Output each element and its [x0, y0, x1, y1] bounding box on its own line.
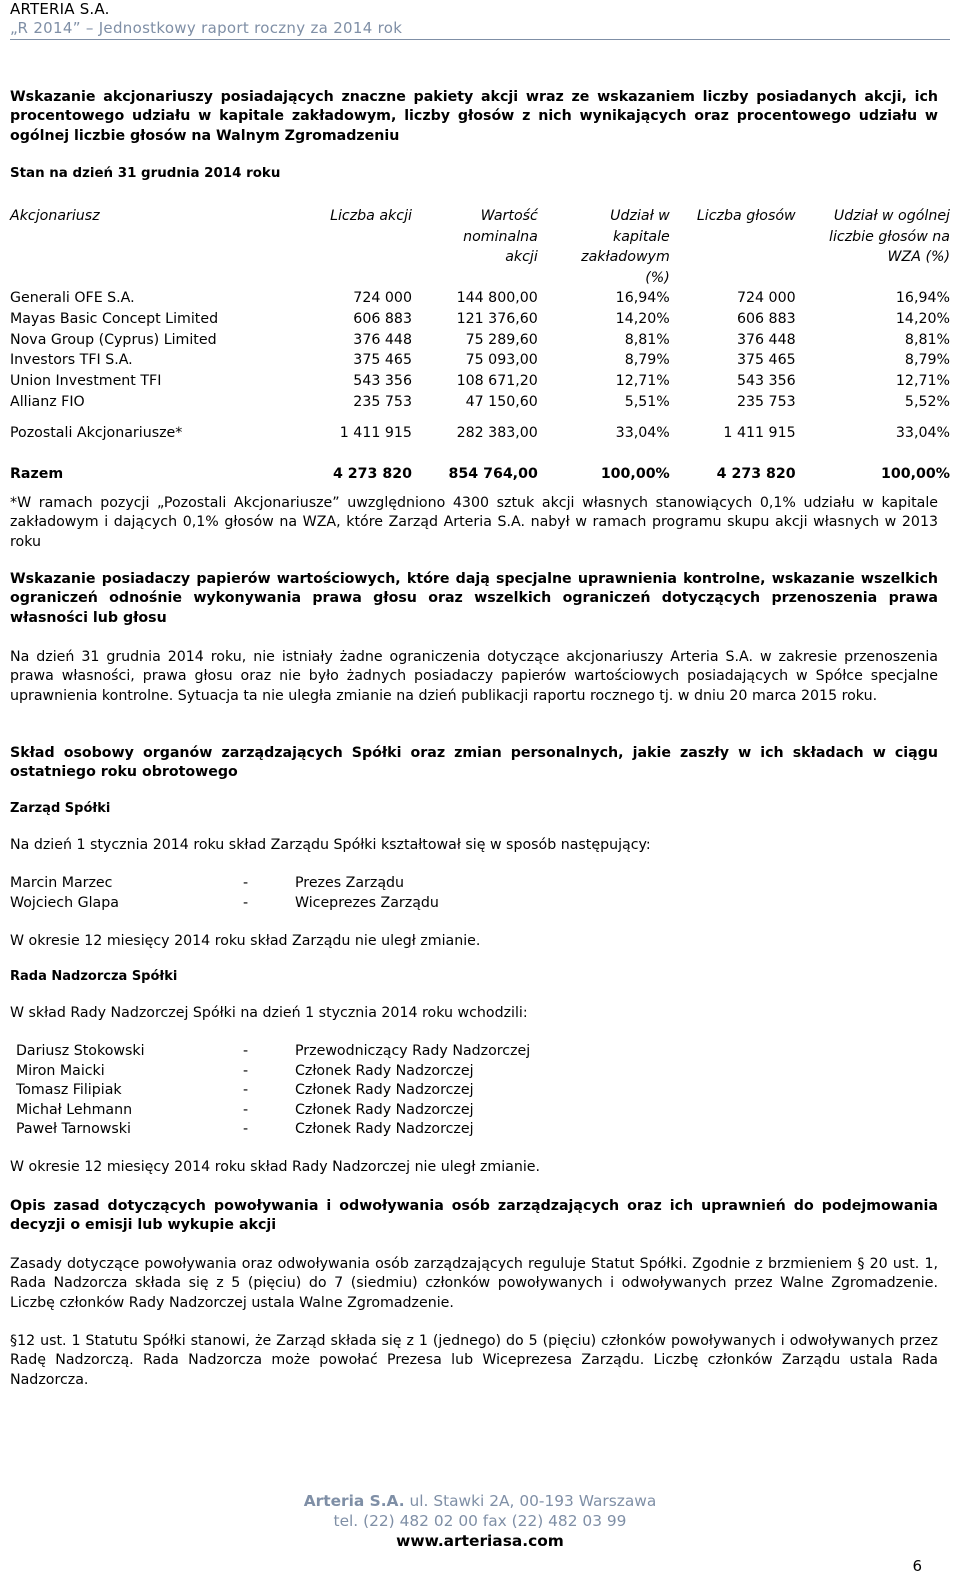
cell-votes: 724 000 — [736, 290, 796, 306]
col-header-capital-pct-text: Udział w kapitale zakładowym (%) — [581, 208, 670, 286]
cell-votes: 4 273 820 — [716, 465, 796, 482]
member-role: Prezes Zarządu — [295, 875, 405, 891]
cell-nominal: 282 383,00 — [456, 424, 538, 441]
table-row-total — [10, 464, 950, 485]
list-item — [0, 1062, 900, 1082]
cell-shares: 235 753 — [353, 393, 412, 410]
board-title: Zarząd Spółki — [10, 801, 111, 816]
control-rights-text: Na dzień 31 grudnia 2014 roku, nie istniały żadne ograniczenia dotyczące akcjonariuszy Arteria S.A. w zakresie przenoszenia prawa własności, prawa głosu oraz nie było żadnych posiadaczy papierów wartościowych posiadających w Spółce specjalne uprawnienia kontrolne. Sytuacja ta nie uległa zmianie na dzień publikacji raportu rocznego tj. w dniu 20 marca 2015 roku. — [10, 649, 938, 704]
member-role: Członek Rady Nadzorczej — [295, 1121, 474, 1138]
cell-capital-pct: 8,79% — [624, 352, 670, 369]
member-role: Członek Rady Nadzorczej — [295, 1082, 474, 1099]
table-spacer — [10, 444, 950, 464]
col-header-shares: Liczba akcji — [330, 208, 412, 224]
cell-votes: 543 356 — [736, 373, 796, 390]
col-header-holder: Akcjonariusz — [10, 208, 100, 224]
table-row — [10, 371, 950, 392]
header-report-title: „R 2014” – Jednostkowy raport roczny za 2014 rok — [10, 19, 403, 37]
cell-shares: 606 883 — [353, 310, 412, 327]
footer-phones: tel. (22) 482 02 00 fax (22) 482 03 99 — [333, 1512, 627, 1530]
table-row — [10, 392, 950, 413]
member-name: Tomasz Filipiak — [16, 1082, 122, 1099]
table-spacer-cell — [10, 444, 950, 464]
member-name: Dariusz Stokowski — [16, 1043, 145, 1059]
cell-votes-pct: 100,00% — [881, 465, 950, 482]
member-dash: - — [243, 895, 249, 911]
member-dash: - — [243, 1121, 249, 1138]
member-dash: - — [243, 1062, 249, 1079]
member-name: Wojciech Glapa — [10, 895, 119, 911]
control-rights-heading: Wskazanie posiadaczy papierów wartościowych, które dają specjalne uprawnienia kontrolne, wskazanie wszelkich ograniczeń odnośnie wykonywania prawa głosu oraz wszelkich ograniczeń dotyczących przenoszenia prawa własności lub głosu — [10, 571, 938, 626]
table-row — [10, 288, 950, 309]
cell-votes-pct: 8,81% — [904, 331, 950, 348]
cell-nominal: 144 800,00 — [456, 290, 538, 306]
list-item — [0, 1081, 900, 1101]
cell-votes: 1 411 915 — [723, 424, 796, 441]
date-line: Stan na dzień 31 grudnia 2014 roku — [10, 166, 281, 181]
table-spacer-cell — [10, 413, 950, 423]
member-name: Paweł Tarnowski — [16, 1121, 131, 1138]
col-header-votes-pct-text: Udział w ogólnej liczbie głosów na WZA (%) — [829, 208, 950, 265]
appointment-rules-heading: Opis zasad dotyczących powoływania i odwoływania osób zarządzających oraz ich uprawnień do podejmowania decyzji o emisji lub wykupie akcji — [10, 1198, 938, 1234]
member-role: Członek Rady Nadzorczej — [295, 1101, 474, 1118]
cell-nominal: 75 093,00 — [465, 352, 538, 369]
member-dash: - — [243, 1101, 249, 1118]
list-item — [0, 874, 900, 894]
cell-nominal: 47 150,60 — [465, 393, 538, 410]
table-header-row — [10, 206, 950, 288]
cell-nominal: 854 764,00 — [448, 465, 538, 482]
cell-capital-pct: 100,00% — [600, 465, 670, 482]
cell-shares: 4 273 820 — [332, 465, 412, 482]
cell-capital-pct: 16,94% — [615, 290, 670, 306]
cell-shares: 543 356 — [353, 373, 412, 390]
cell-holder: Generali OFE S.A. — [10, 290, 135, 306]
col-header-nominal — [412, 206, 538, 288]
col-header-votes: Liczba głosów — [696, 208, 796, 224]
cell-capital-pct: 5,51% — [624, 393, 670, 410]
cell-shares: 724 000 — [353, 290, 412, 306]
member-role: Członek Rady Nadzorczej — [295, 1062, 474, 1079]
cell-nominal: 121 376,60 — [456, 310, 538, 327]
cell-capital-pct: 33,04% — [615, 424, 670, 441]
col-header-votes-pct — [796, 206, 950, 288]
cell-votes-pct: 8,79% — [904, 352, 950, 369]
cell-capital-pct: 12,71% — [615, 373, 670, 390]
footer-company: Arteria S.A. — [303, 1492, 405, 1510]
cell-holder: Union Investment TFI — [10, 373, 162, 390]
board-note: W okresie 12 miesięcy 2014 roku skład Zarządu nie uległ zmianie. — [10, 933, 481, 949]
member-name: Michał Lehmann — [16, 1101, 133, 1118]
supervisory-intro: W skład Rady Nadzorczej Spółki na dzień 1 stycznia 2014 roku wchodzili: — [10, 1005, 528, 1021]
footer-address: ul. Stawki 2A, 00-193 Warszawa — [404, 1492, 657, 1510]
col-header-nominal-text: Wartość nominalna akcji — [463, 208, 538, 265]
supervisory-note: W okresie 12 miesięcy 2014 roku skład Rady Nadzorczej nie uległ zmianie. — [10, 1159, 541, 1175]
cell-capital-pct: 8,81% — [624, 331, 670, 348]
shareholders-heading: Wskazanie akcjonariuszy posiadających znaczne pakiety akcji wraz ze wskazaniem liczby posiadanych akcji, ich procentowego udziału w kapitale zakładowym, liczby głosów z nich wynikających oraz procentowego udziału w ogólnej liczbie głosów na Walnym Zgromadzeniu — [10, 89, 938, 144]
cell-shares: 375 465 — [353, 352, 412, 369]
member-name: Marcin Marzec — [10, 875, 113, 891]
cell-holder: Pozostali Akcjonariusze* — [10, 424, 183, 441]
member-dash: - — [243, 875, 249, 891]
col-header-capital-pct — [538, 206, 670, 288]
cell-votes-pct: 33,04% — [895, 424, 950, 441]
cell-nominal: 108 671,20 — [456, 373, 538, 390]
header-company: ARTERIA S.A. — [10, 0, 110, 18]
member-dash: - — [243, 1043, 249, 1059]
supervisory-title: Rada Nadzorcza Spółki — [10, 969, 178, 984]
cell-holder: Allianz FIO — [10, 393, 85, 410]
cell-holder: Mayas Basic Concept Limited — [10, 310, 219, 327]
shareholders-table — [10, 206, 950, 484]
cell-holder: Razem — [10, 465, 64, 482]
cell-nominal: 75 289,60 — [465, 331, 538, 348]
table-row — [10, 330, 950, 351]
page-number: 6 — [912, 1557, 922, 1575]
header-divider — [10, 39, 950, 40]
footer-address-line — [0, 1491, 960, 1511]
list-item — [0, 1101, 900, 1121]
footer-website[interactable]: www.arteriasa.com — [396, 1532, 564, 1550]
cell-shares: 1 411 915 — [339, 424, 412, 441]
table-footnote: *W ramach pozycji „Pozostali Akcjonariusze” uwzględniono 4300 sztuk akcji własnych stanowiących 0,1% udziału w kapitale zakładowym i dających 0,1% głosów na WZA, które Zarząd Arteria S.A. nabył w ramach programu skupu akcji własnych w 2013 roku — [10, 495, 938, 550]
table-row — [10, 350, 950, 371]
member-role: Wiceprezes Zarządu — [295, 895, 439, 911]
list-item — [0, 1120, 900, 1140]
list-item — [0, 894, 900, 914]
table-row — [10, 309, 950, 330]
appointment-rules-para2: §12 ust. 1 Statutu Spółki stanowi, że Zarząd składa się z 1 (jednego) do 5 (pięciu) członków powoływanych i odwoływanych przez Radę Nadzorczą. Rada Nadzorcza może powołać Prezesa lub Wiceprezesa Zarządu. Liczbę członków Zarządu ustala Rada Nadzorcza. — [10, 1333, 938, 1388]
cell-votes-pct: 12,71% — [895, 373, 950, 390]
cell-votes: 235 753 — [736, 393, 796, 410]
cell-holder: Nova Group (Cyprus) Limited — [10, 331, 217, 348]
cell-shares: 376 448 — [353, 331, 412, 348]
table-row-others — [10, 423, 950, 444]
member-role: Przewodniczący Rady Nadzorczej — [295, 1043, 531, 1059]
cell-votes-pct: 16,94% — [895, 290, 950, 306]
board-intro: Na dzień 1 stycznia 2014 roku skład Zarządu Spółki kształtował się w sposób następujący: — [10, 837, 651, 853]
member-dash: - — [243, 1082, 249, 1099]
member-name: Miron Maicki — [16, 1062, 105, 1079]
cell-votes: 375 465 — [736, 352, 796, 369]
cell-votes: 606 883 — [736, 310, 796, 327]
cell-capital-pct: 14,20% — [615, 310, 670, 327]
cell-holder: Investors TFI S.A. — [10, 352, 133, 369]
management-heading: Skład osobowy organów zarządzających Spółki oraz zmian personalnych, jakie zaszły w ich składach w ciągu ostatniego roku obrotowego — [10, 745, 938, 781]
cell-votes-pct: 5,52% — [904, 393, 950, 410]
list-item — [0, 1042, 900, 1062]
appointment-rules-para1: Zasady dotyczące powoływania oraz odwoływania osób zarządzających reguluje Statut Spółki. Zgodnie z brzmieniem § 20 ust. 1, Rada Nadzorcza składa się z 5 (pięciu) do 7 (siedmiu) członków powoływanych i odwoływanych przez Walne Zgromadzenie. Liczbę członków Rady Nadzorczej ustala Walne Zgromadzenie. — [10, 1256, 938, 1311]
cell-votes-pct: 14,20% — [895, 310, 950, 327]
cell-votes: 376 448 — [736, 331, 796, 348]
table-spacer — [10, 413, 950, 423]
